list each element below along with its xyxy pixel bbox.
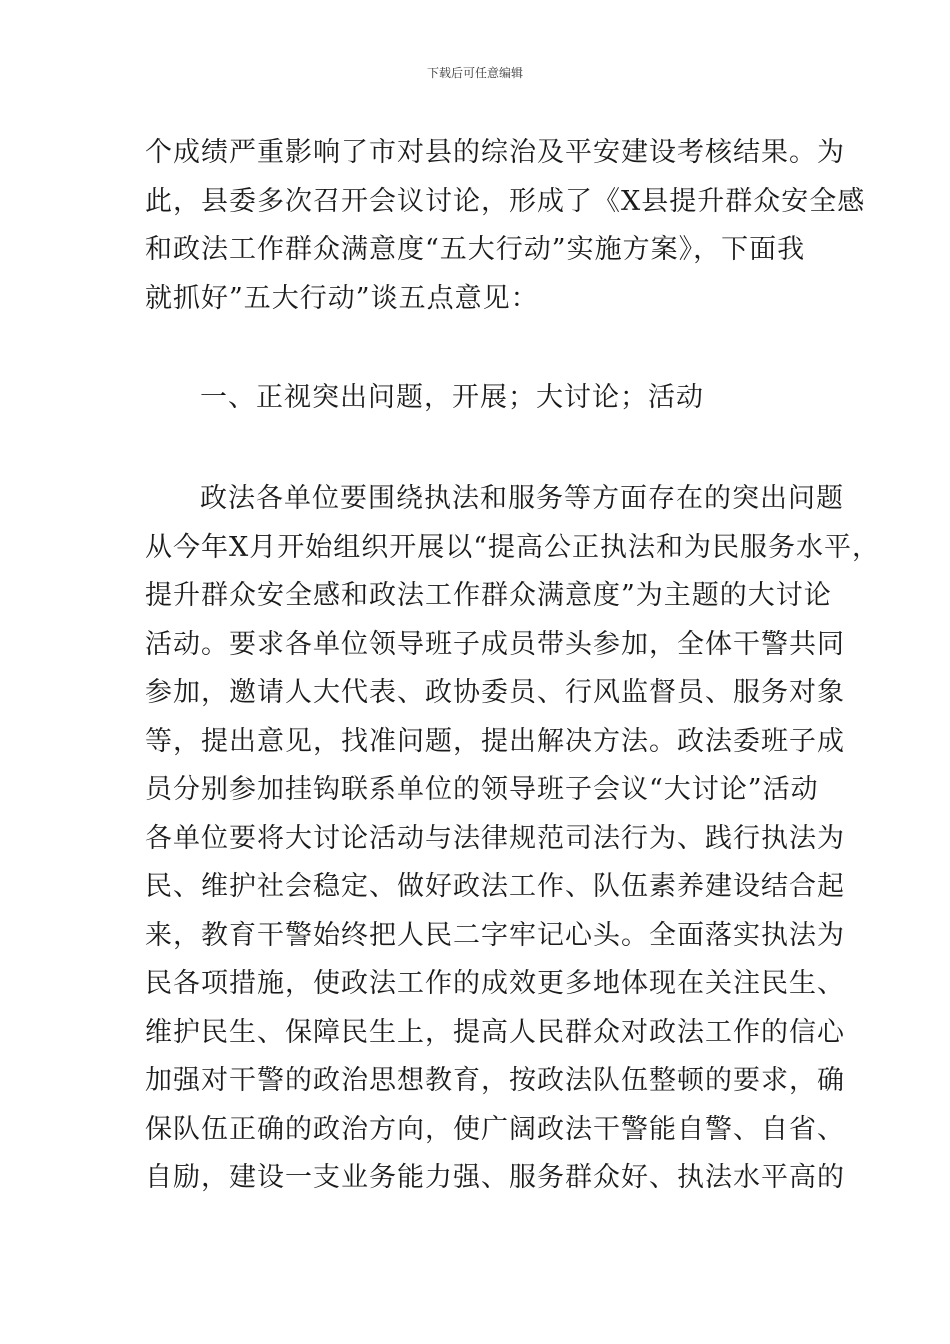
text-line: 参加，邀请人大代表、政协委员、行风监督员、服务对象 xyxy=(145,677,845,708)
text-line: 维护民生、保障民生上，提高人民群众对政法工作的信心 xyxy=(145,1016,845,1048)
text-line: 保队伍正确的政治方向，使广阔政法干警能自警、自省、 xyxy=(145,1113,845,1145)
section-heading-block xyxy=(145,374,813,423)
text-line: 自励，建设一支业务能力强、服务群众好、执法水平高的 xyxy=(145,1162,845,1193)
text-line: 各单位要将大讨论活动与法律规范司法行为、践行执法为 xyxy=(145,822,845,854)
page-header-note: 下载后可任意编辑 xyxy=(426,66,523,80)
text-line: 等，提出意见，找准问题，提出解决方法。政法委班子成 xyxy=(145,725,845,757)
text-line: 员分别参加挂钩联系单位的领导班子会议“大讨论”活动 xyxy=(145,774,819,805)
section-heading: 一、正视突出问题，开展；大讨论；活动 xyxy=(200,382,704,413)
text-line: 政法各单位要围绕执法和服务等方面存在的突出问题 xyxy=(200,483,844,514)
section-paragraph xyxy=(145,475,881,1203)
text-line: 加强对干警的政治思想教育，按政法队伍整顿的要求，确 xyxy=(145,1065,845,1096)
text-line: 和政法工作群众满意度“五大行动”实施方案》，下面我 xyxy=(145,234,806,265)
intro-paragraph xyxy=(145,129,866,323)
text-line: 民、维护社会稳定、做好政法工作、队伍素养建设结合起 xyxy=(145,871,845,902)
text-line: 个成绩严重影响了市对县的综治及平安建设考核结果。为 xyxy=(145,137,845,168)
text-line: 来，教育干警始终把人民二字牢记心头。全面落实执法为 xyxy=(145,919,845,951)
text-line: 活动。要求各单位领导班子成员带头参加，全体干警共同 xyxy=(145,628,845,660)
text-line: 从今年X月开始组织开展以“提高公正执法和为民服务水平， xyxy=(145,531,881,563)
text-line: 提升群众安全感和政法工作群众满意度”为主题的大讨论 xyxy=(145,580,832,611)
text-line: 就抓好”五大行动”谈五点意见： xyxy=(145,282,539,314)
text-line: 此，县委多次召开会议讨论，形成了《X县提升群众安全感 xyxy=(145,185,866,217)
text-line: 民各项措施，使政法工作的成效更多地体现在关注民生、 xyxy=(145,968,845,999)
